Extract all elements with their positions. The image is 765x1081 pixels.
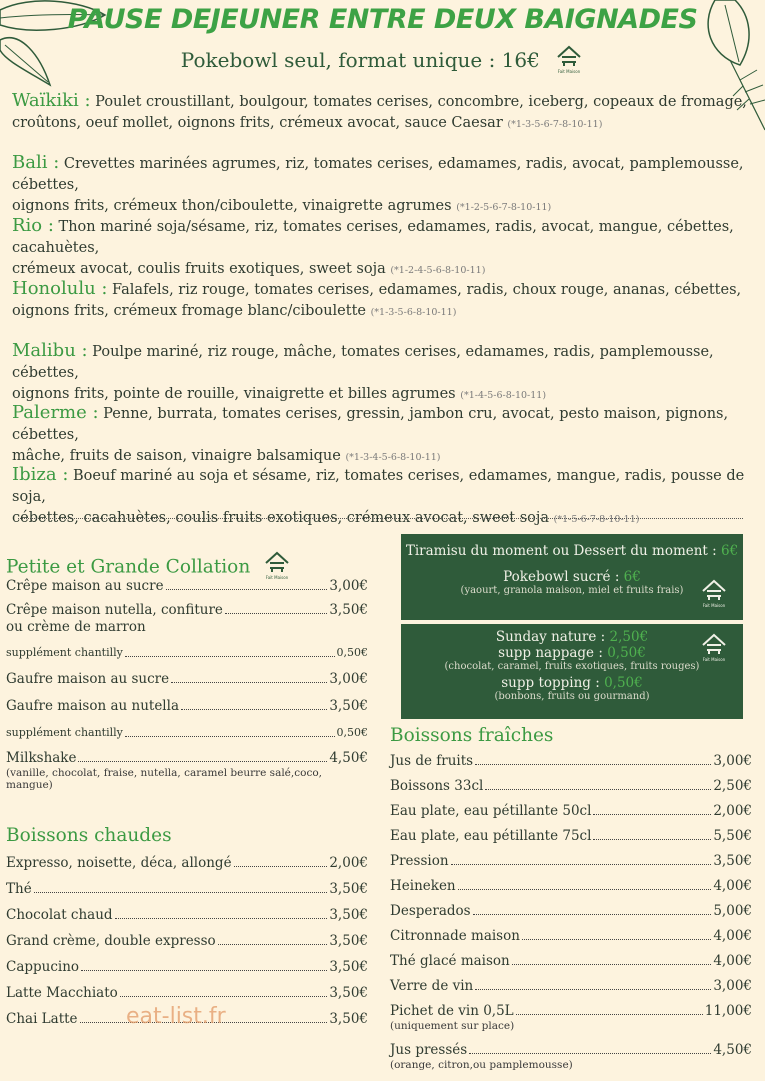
pokebowl-allergens: (*1-4-5-6-8-10-11) xyxy=(460,390,547,401)
menu-item-label: Boissons 33cl xyxy=(390,778,484,794)
menu-item-price: 2,00€ xyxy=(713,803,752,819)
sunday-nature-line xyxy=(401,629,743,645)
menu-item-label: Jus de fruits xyxy=(390,753,474,769)
pokebowl-line-1 xyxy=(12,278,757,301)
house-icon xyxy=(262,550,292,580)
menu-item-label: supplément chantilly xyxy=(6,646,123,659)
menu-item-label: Gaufre maison au sucre xyxy=(6,671,170,687)
dot-leader xyxy=(225,613,327,614)
pokebowl-price-heading xyxy=(0,44,765,79)
menu-item-price: 0,50€ xyxy=(336,726,368,739)
menu-item xyxy=(390,903,752,919)
menu-item-label-cont: ou crème de marron xyxy=(6,619,146,635)
menu-item-price: 4,50€ xyxy=(713,1042,752,1058)
menu-item-label: Milkshake xyxy=(6,750,77,766)
collation-title-text: Petite et Grande Collation xyxy=(6,556,251,578)
dot-leader xyxy=(512,964,712,965)
pokebowl-allergens: (*1-2-5-6-7-8-10-11) xyxy=(456,202,552,213)
dot-leader xyxy=(451,864,712,865)
menu-item xyxy=(390,953,752,969)
supp-nappage-label: supp nappage : xyxy=(498,645,608,661)
menu-item-price: 4,00€ xyxy=(713,953,752,969)
fait-maison-logo-text: Fait Maison xyxy=(557,69,581,74)
menu-item-label: Citronnade maison xyxy=(390,928,520,944)
menu-item-label: Chocolat chaud xyxy=(6,907,113,923)
menu-item-label: Pression xyxy=(390,853,449,869)
menu-item xyxy=(6,933,368,949)
menu-item-label: Pichet de vin 0,5L xyxy=(390,1003,514,1019)
menu-item-label: Desperados xyxy=(390,903,471,919)
dot-leader xyxy=(485,789,711,790)
menu-item-label: Chai Latte xyxy=(6,1011,78,1027)
dot-leader xyxy=(34,892,328,893)
menu-item-label: Heineken xyxy=(390,878,456,894)
dot-leader xyxy=(166,589,328,590)
menu-item xyxy=(390,753,752,769)
menu-item-label: Verre de vin xyxy=(390,978,474,994)
menu-item xyxy=(6,985,368,1001)
dessert-box-1 xyxy=(401,534,743,620)
menu-item-price: 3,50€ xyxy=(329,985,368,1001)
pokebowl-ingredients-cont: cébettes, cacahuètes, coulis fruits exotiques, crémeux avocat, sweet soja xyxy=(12,510,554,526)
menu-item-price: 3,00€ xyxy=(713,978,752,994)
pokebowl-ingredients: Thon mariné soja/sésame, riz, tomates cerises, edamames, radis, avocat, mangue, cébettes, cacahuètes, xyxy=(12,219,734,256)
boissons-fraiches-title: Boissons fraîches xyxy=(390,725,554,746)
menu-item-label: Eau plate, eau pétillante 75cl xyxy=(390,828,592,844)
menu-item xyxy=(390,978,752,994)
menu-item-price: 4,00€ xyxy=(713,928,752,944)
menu-item-price: 3,50€ xyxy=(329,602,368,618)
pokebowl-line-1 xyxy=(12,215,757,259)
menu-item-price: 3,00€ xyxy=(329,671,368,687)
menu-item-note: (uniquement sur place) xyxy=(390,1020,515,1032)
dot-leader xyxy=(181,709,327,710)
menu-item-label: supplément chantilly xyxy=(6,726,123,739)
supp-nappage-line xyxy=(401,645,743,661)
menu-item xyxy=(390,778,752,794)
dot-leader xyxy=(125,656,335,657)
boissons-fraiches-list xyxy=(390,753,752,1081)
menu-item-price: 3,50€ xyxy=(329,933,368,949)
menu-item xyxy=(390,878,752,894)
pokebowl-ingredients-cont: crémeux avocat, coulis fruits exotiques, sweet soja xyxy=(12,261,391,277)
menu-item-label: Thé glacé maison xyxy=(390,953,510,969)
pokebowl-item xyxy=(12,215,757,281)
pokebowl-ingredients: Poulet croustillant, boulgour, tomates cerises, concombre, iceberg, copeaux de fromage, xyxy=(90,94,747,110)
menu-item-price: 5,00€ xyxy=(713,903,752,919)
pokebowl-ingredients-cont: oignons frits, pointe de rouille, vinaigrette et billes agrumes xyxy=(12,386,461,402)
dot-leader xyxy=(171,682,327,683)
menu-item-label: Grand crème, double expresso xyxy=(6,933,216,949)
menu-item-price: 4,00€ xyxy=(713,878,752,894)
menu-item-price: 0,50€ xyxy=(336,646,368,659)
menu-item xyxy=(6,671,368,687)
supp-topping-price: 0,50€ xyxy=(604,675,643,691)
boissons-chaudes-title: Boissons chaudes xyxy=(6,825,172,846)
dot-leader xyxy=(522,939,711,940)
menu-item xyxy=(6,725,368,741)
house-icon xyxy=(554,44,584,74)
pokebowl-allergens: (*1-3-5-6-7-8-10-11) xyxy=(507,119,603,130)
menu-item-price: 3,50€ xyxy=(713,853,752,869)
pokebowl-ingredients-cont: oignons frits, crémeux thon/ciboulette, vinaigrette agrumes xyxy=(12,198,457,214)
menu-item-price: 2,50€ xyxy=(713,778,752,794)
dot-leader xyxy=(120,996,328,997)
menu-item-price: 3,50€ xyxy=(329,1011,368,1027)
pokebowl-line-1 xyxy=(12,464,757,508)
dot-leader xyxy=(516,1014,703,1015)
dot-leader xyxy=(593,814,711,815)
fait-maison-logo-text: Fait Maison xyxy=(265,575,289,580)
dot-leader xyxy=(81,970,327,971)
menu-item-label: Expresso, noisette, déca, allongé xyxy=(6,855,232,871)
dessert-du-moment-label: Tiramisu du moment ou Dessert du moment : xyxy=(405,543,721,559)
pokebowl-name: Waïkiki : xyxy=(12,90,91,111)
menu-item-price: 2,00€ xyxy=(329,855,368,871)
dot-leader xyxy=(234,866,328,867)
supp-nappage-note: (chocolat, caramel, fruits exotiques, fruits rouges) xyxy=(444,661,700,672)
dot-leader xyxy=(469,1053,711,1054)
watermark: eat-list.fr xyxy=(126,1004,226,1029)
dessert-du-moment-price: 6€ xyxy=(720,543,739,559)
pokebowl-ingredients: Crevettes marinées agrumes, riz, tomates cerises, edamames, radis, avocat, pamplemousse, cébettes, xyxy=(12,156,744,193)
menu-item xyxy=(390,1003,752,1019)
menu-item-label: Gaufre maison au nutella xyxy=(6,698,179,714)
dessert-du-moment-line xyxy=(401,543,743,559)
pokebowl-item xyxy=(12,340,757,406)
menu-item-label: Eau plate, eau pétillante 50cl xyxy=(390,803,592,819)
menu-item xyxy=(6,578,368,594)
menu-item-label: Crêpe maison au sucre xyxy=(6,578,164,594)
pokebowl-sucre-label: Pokebowl sucré : xyxy=(503,569,624,585)
fait-maison-logo-text: Fait Maison xyxy=(702,603,726,608)
menu-item-price: 5,50€ xyxy=(713,828,752,844)
pokebowl-price-text: Pokebowl seul, format unique : 16€ xyxy=(180,48,540,72)
pokebowl-ingredients-cont: mâche, fruits de saison, vinaigre balsamique xyxy=(12,448,346,464)
pokebowl-line-1 xyxy=(12,340,757,384)
sunday-nature-price: 2,50€ xyxy=(609,629,649,645)
milkshake-flavours-note: (vanille, chocolat, fraise, nutella, caramel beurre salé,coco, mangue) xyxy=(6,767,322,791)
pokebowl-ingredients-cont: croûtons, oeuf mollet, oignons frits, crémeux avocat, sauce Caesar xyxy=(12,115,508,131)
pokebowl-allergens: (*1-3-5-6-8-10-11) xyxy=(370,307,457,318)
page-title: PAUSE DEJEUNER ENTRE DEUX BAIGNADES xyxy=(67,4,698,35)
menu-item xyxy=(6,645,368,661)
menu-item xyxy=(6,907,368,923)
house-icon xyxy=(699,578,729,608)
pokebowl-name: Bali : xyxy=(12,152,60,173)
menu-item-price: 3,50€ xyxy=(329,959,368,975)
pokebowl-allergens: (*1-2-4-5-6-8-10-11) xyxy=(390,265,486,276)
section-divider xyxy=(18,518,743,519)
pokebowl-item xyxy=(12,278,757,323)
supp-topping-note: (bonbons, fruits ou gourmand) xyxy=(494,691,650,702)
dot-leader xyxy=(218,944,328,945)
pokebowl-ingredients: Penne, burrata, tomates cerises, gressin, jambon cru, avocat, pesto maison, pignons, cébettes, xyxy=(12,406,729,443)
menu-item xyxy=(6,698,368,714)
menu-item xyxy=(6,750,368,766)
dot-leader xyxy=(475,764,711,765)
pokebowl-line-2 xyxy=(12,113,757,135)
pokebowl-allergens: (*1-3-4-5-6-8-10-11) xyxy=(345,452,441,463)
pokebowl-ingredients: Poulpe mariné, riz rouge, mâche, tomates cerises, edamames, radis, pamplemousse, cébettes, xyxy=(12,344,714,381)
pokebowl-sucre-line xyxy=(401,569,743,585)
menu-item-label: Latte Macchiato xyxy=(6,985,118,1001)
pokebowl-line-1 xyxy=(12,402,757,446)
menu-item xyxy=(390,853,752,869)
menu-item-price: 11,00€ xyxy=(704,1003,752,1019)
menu-item-label: Cappucino xyxy=(6,959,80,975)
dot-leader xyxy=(78,761,327,762)
dot-leader xyxy=(473,914,712,915)
supp-topping-line xyxy=(401,675,743,691)
pokebowl-line-2 xyxy=(12,508,757,530)
pokebowl-line-2 xyxy=(12,301,757,323)
house-icon xyxy=(699,632,729,662)
menu-item xyxy=(390,1042,752,1058)
menu-item xyxy=(6,881,368,897)
dot-leader xyxy=(593,839,711,840)
pokebowl-line-1 xyxy=(12,90,757,113)
pokebowl-ingredients: Falafels, riz rouge, tomates cerises, edamames, radis, choux rouge, ananas, cébettes, xyxy=(107,282,742,298)
menu-item-label: Jus pressés xyxy=(390,1042,468,1058)
pokebowl-ingredients-cont: oignons frits, crémeux fromage blanc/ciboulette xyxy=(12,303,371,319)
pokebowl-name: Honolulu : xyxy=(12,278,108,299)
menu-item-price: 3,50€ xyxy=(329,907,368,923)
menu-item xyxy=(6,855,368,871)
pokebowl-name: Ibiza : xyxy=(12,464,69,485)
supp-nappage-price: 0,50€ xyxy=(607,645,646,661)
pokebowl-name: Palerme : xyxy=(12,402,99,423)
dot-leader xyxy=(475,989,711,990)
dot-leader xyxy=(125,736,335,737)
menu-item xyxy=(390,828,752,844)
collation-list xyxy=(6,578,368,791)
sunday-nature-label: Sunday nature : xyxy=(495,629,610,645)
menu-item xyxy=(390,928,752,944)
menu-item xyxy=(390,803,752,819)
menu-item-price: 3,50€ xyxy=(329,698,368,714)
pokebowl-item xyxy=(12,464,757,530)
dessert-box-2 xyxy=(401,624,743,719)
menu-item-price: 3,00€ xyxy=(713,753,752,769)
fait-maison-logo-text: Fait Maison xyxy=(702,657,726,662)
menu-item-price: 3,50€ xyxy=(329,881,368,897)
pokebowl-sucre-price: 6€ xyxy=(623,569,641,585)
supp-topping-label: supp topping : xyxy=(501,675,605,691)
menu-item xyxy=(6,959,368,975)
menu-item xyxy=(6,602,368,618)
pokebowl-item xyxy=(12,90,757,135)
fait-maison-logo xyxy=(554,44,584,79)
pokebowl-item xyxy=(12,152,757,218)
pokebowl-line-1 xyxy=(12,152,757,196)
menu-item-price: 3,00€ xyxy=(329,578,368,594)
menu-item-label: Crêpe maison nutella, confiture xyxy=(6,602,223,618)
pokebowl-sucre-note: (yaourt, granola maison, miel et fruits frais) xyxy=(460,585,684,596)
menu-item-note: (orange, citron,ou pamplemousse) xyxy=(390,1059,573,1071)
pokebowl-allergens: (*1-5-6-7-8-10-11) xyxy=(553,514,640,525)
pokebowl-ingredients: Boeuf mariné au soja et sésame, riz, tomates cerises, edamames, mangue, radis, pousse de soja, xyxy=(12,468,745,505)
pokebowl-item xyxy=(12,402,757,468)
dot-leader xyxy=(458,889,712,890)
pokebowl-name: Malibu : xyxy=(12,340,88,361)
dot-leader xyxy=(115,918,328,919)
menu-item-price: 4,50€ xyxy=(329,750,368,766)
menu-item-label: Thé xyxy=(6,881,32,897)
pokebowl-name: Rio : xyxy=(12,215,54,236)
